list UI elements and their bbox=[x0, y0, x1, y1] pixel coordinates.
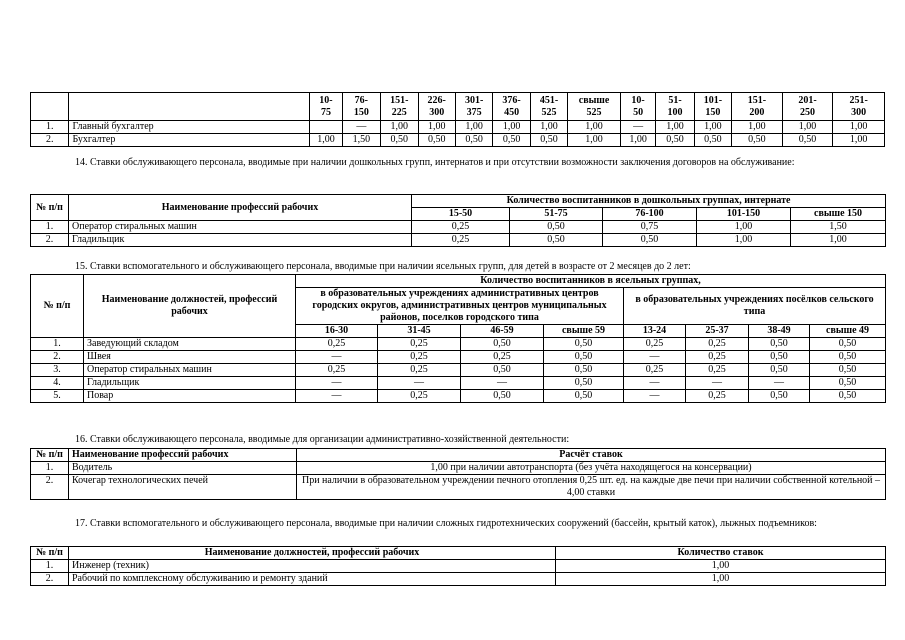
staff-table-accounting bbox=[30, 92, 885, 147]
staff-table-facilities bbox=[30, 546, 885, 586]
table-row: 1. Заведующий складом 0,25 0,25 0,50 0,50 0,25 0,25 0,50 0,50 bbox=[31, 338, 886, 351]
table-row: 1. Главный бухгалтер — 1,00 1,00 1,00 1,00 1,00 1,00 — 1,00 1,00 1,00 1,00 1,00 bbox=[31, 121, 885, 134]
table-row: 1. Водитель 1,00 при наличии автотранспорта (без учёта находящегося на консервации) bbox=[31, 462, 886, 475]
table-header-row: 15-50 51-75 76-100 101-150 свыше 150 bbox=[31, 208, 886, 221]
table-header-row: № п/п Наименование профессий рабочих Количество воспитанников в дошкольных группах, интернате bbox=[31, 195, 886, 208]
table-header-row: 10- 75 76- 150 151- 225 226- 300 301- 375 376- 450 451- 525 свыше 525 10- 50 51- 100 101- 150 151- 200 201- 250 251- 300 bbox=[31, 93, 885, 121]
table-row: 2. Рабочий по комплексному обслуживанию и ремонту зданий 1,00 bbox=[31, 573, 886, 586]
table-header-row: № п/п Наименование должностей, профессий рабочих Количество воспитанников в ясельных группах, bbox=[31, 275, 886, 288]
table-row: 2. Гладильщик 0,25 0,50 0,50 1,00 1,00 bbox=[31, 234, 886, 247]
paragraph-15: 15. Ставки вспомогательного и обслуживающего персонала, вводимые при наличии ясельных групп, для детей в возрасте от 2 месяцев до 2 лет: bbox=[75, 261, 691, 272]
table-header-row: 16-30 31-45 46-59 свыше 59 13-24 25-37 38-49 свыше 49 bbox=[31, 325, 886, 338]
staff-table-preschool bbox=[30, 194, 885, 247]
table-header-row: в образовательных учреждениях административных центров городских округов, административных центров муниципальных районов, поселков городского типа в образовательных учреждениях посёлков сельского типа bbox=[31, 288, 886, 325]
table-row: 2. Бухгалтер 1,00 1,50 0,50 0,50 0,50 0,50 0,50 1,00 1,00 0,50 0,50 0,50 0,50 1,00 bbox=[31, 134, 885, 147]
table-row: 2. Швея — 0,25 0,25 0,50 — 0,25 0,50 0,50 bbox=[31, 351, 886, 364]
table-header-row: № п/п Наименование профессий рабочих Расчёт ставок bbox=[31, 449, 886, 462]
staff-table-nursery bbox=[30, 274, 885, 403]
table-header-row: № п/п Наименование должностей, профессий рабочих Количество ставок bbox=[31, 547, 886, 560]
paragraph-17: 17. Ставки вспомогательного и обслуживающего персонала, вводимые при наличии сложных гидротехнических сооружений (бассейн, крытый каток), лыжных подъемников: bbox=[75, 518, 817, 529]
paragraph-16: 16. Ставки обслуживающего персонала, вводимые для организации административно-хозяйственной деятельности: bbox=[75, 434, 570, 445]
table-row: 3. Оператор стиральных машин 0,25 0,25 0,50 0,50 0,25 0,25 0,50 0,50 bbox=[31, 364, 886, 377]
table-row: 4. Гладильщик — — — 0,50 — — — 0,50 bbox=[31, 377, 886, 390]
paragraph-14: 14. Ставки обслуживающего персонала, вводимые при наличии дошкольных групп, интернатов и при отсутствии возможности заключения договоров на обслуживание: bbox=[75, 157, 795, 168]
table-row: 1. Оператор стиральных машин 0,25 0,50 0,75 1,00 1,50 bbox=[31, 221, 886, 234]
staff-table-admin bbox=[30, 448, 885, 500]
table-row: 1. Инженер (техник) 1,00 bbox=[31, 560, 886, 573]
table-row: 2. Кочегар технологических печей При наличии в образовательном учреждении печного отопления 0,25 шт. ед. на каждые две печи при наличии собственной котельной – 4,00 ставки bbox=[31, 475, 886, 500]
table-row: 5. Повар — 0,25 0,50 0,50 — 0,25 0,50 0,50 bbox=[31, 390, 886, 403]
